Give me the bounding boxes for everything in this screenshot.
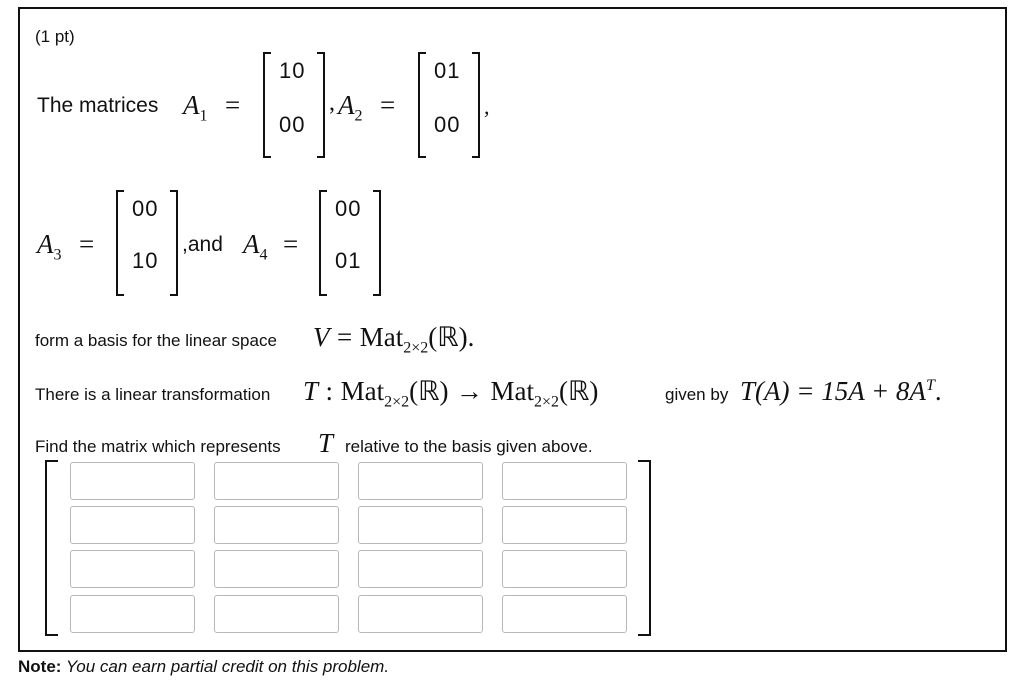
comma: , bbox=[329, 90, 335, 116]
equals-sign: = bbox=[79, 229, 95, 259]
answer-cell-2-1[interactable] bbox=[70, 506, 195, 544]
equals-sign: = bbox=[380, 90, 396, 120]
matrix-a4-row1: 00 bbox=[335, 196, 362, 221]
answer-cell-3-4[interactable] bbox=[502, 550, 627, 588]
answer-cell-4-2[interactable] bbox=[214, 595, 339, 633]
note-text: You can earn partial credit on this problem. bbox=[61, 657, 390, 676]
matrix-a2 bbox=[417, 52, 481, 158]
matrix-a2-row2: 00 bbox=[434, 112, 461, 137]
matrix-a3 bbox=[115, 190, 179, 296]
answer-cell-2-4[interactable] bbox=[502, 506, 627, 544]
answer-cell-4-4[interactable] bbox=[502, 595, 627, 633]
equals-sign: = bbox=[283, 229, 299, 259]
answer-cell-4-1[interactable] bbox=[70, 595, 195, 633]
basis-text: form a basis for the linear space bbox=[35, 331, 277, 350]
relative-text: relative to the basis given above. bbox=[345, 437, 593, 456]
answer-cell-2-2[interactable] bbox=[214, 506, 339, 544]
equals-sign: = bbox=[225, 90, 241, 120]
matrix-a3-row2: 10 bbox=[132, 248, 159, 273]
a4-label: $A_4$ bbox=[243, 229, 268, 264]
note-label: Note: bbox=[18, 657, 62, 676]
answer-cell-4-3[interactable] bbox=[358, 595, 483, 633]
transform-text: There is a linear transformation bbox=[35, 385, 271, 404]
answer-cell-1-3[interactable] bbox=[358, 462, 483, 500]
matrix-a4-row2: 01 bbox=[335, 248, 362, 273]
matrix-a3-row1: 00 bbox=[132, 196, 159, 221]
t-symbol: T bbox=[318, 428, 334, 458]
comma: , bbox=[484, 94, 490, 119]
a2-label: $A_2$ bbox=[338, 90, 363, 125]
answer-cell-1-4[interactable] bbox=[502, 462, 627, 500]
answer-cell-1-1[interactable] bbox=[70, 462, 195, 500]
a1-label: $A_1$ bbox=[183, 90, 208, 125]
given-by-text: given by bbox=[665, 385, 729, 404]
find-text: Find the matrix which represents bbox=[35, 437, 281, 456]
answer-cell-3-1[interactable] bbox=[70, 550, 195, 588]
space-definition: V = Mat$_{2\times 2}$(ℝ). bbox=[313, 322, 475, 357]
a3-label: $A_3$ bbox=[37, 229, 62, 264]
answer-cell-3-3[interactable] bbox=[358, 550, 483, 588]
answer-cell-3-2[interactable] bbox=[214, 550, 339, 588]
transformation-map: T : Mat$_{2\times 2}$(ℝ) → Mat$_{2\times 2}$(ℝ) bbox=[303, 376, 599, 411]
matrix-a4 bbox=[318, 190, 382, 296]
answer-cell-2-3[interactable] bbox=[358, 506, 483, 544]
answer-cell-1-2[interactable] bbox=[214, 462, 339, 500]
and-text: ,and bbox=[182, 233, 223, 256]
note bbox=[18, 657, 389, 677]
points-label: (1 pt) bbox=[35, 27, 75, 46]
matrix-a2-row1: 01 bbox=[434, 58, 461, 83]
matrix-a1-row1: 10 bbox=[279, 58, 306, 83]
transformation-formula: $T(A) = 15A + 8A^T$. bbox=[740, 376, 942, 406]
intro-text: The matrices bbox=[37, 94, 159, 117]
matrix-a1-row2: 00 bbox=[279, 112, 306, 137]
matrix-a1 bbox=[262, 52, 326, 158]
